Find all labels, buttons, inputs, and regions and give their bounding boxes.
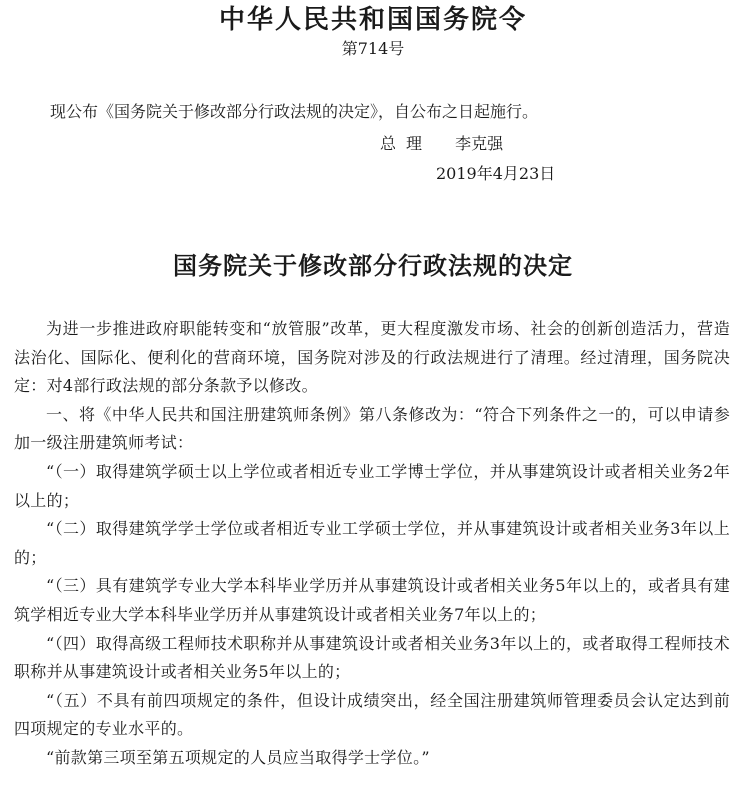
- signing-date: 2019年4月23日: [436, 164, 556, 183]
- paragraph-item-4: “（四）取得高级工程师技术职称并从事建筑设计或者相关业务3年以上的，或者取得工程师技术职称并从事建筑设计或者相关业务5年以上的；: [14, 633, 730, 682]
- promulgation-text: 现公布《国务院关于修改部分行政法规的决定》，自公布之日起施行。: [50, 102, 539, 121]
- order-title: 中华人民共和国国务院令: [218, 5, 527, 35]
- signer-name: 李克强: [455, 134, 504, 153]
- signer-line: [380, 132, 503, 156]
- paragraph-item-2: “（二）取得建筑学学士学位或者相近专业工学硕士学位，并从事建筑设计或者相关业务3年以上的；: [14, 519, 730, 567]
- decision-title: 国务院关于修改部分行政法规的决定: [173, 251, 573, 280]
- order-number: 第714号: [341, 39, 405, 58]
- decision-body: [14, 315, 730, 773]
- signer-role: 总理: [380, 134, 433, 153]
- paragraph-article-1: 一、将《中华人民共和国注册建筑师条例》第八条修改为：“符合下列条件之一的，可以申请参加一级注册建筑师考试：: [14, 404, 730, 453]
- paragraph-item-3: “（三）具有建筑学专业大学本科毕业学历并从事建筑设计或者相关业务5年以上的，或者具有建筑学相近专业大学本科毕业学历并从事建筑设计或者相关业务7年以上的；: [14, 576, 730, 624]
- paragraph-item-1: “（一）取得建筑学硕士以上学位或者相近专业工学博士学位，并从事建筑设计或者相关业务2年以上的；: [14, 461, 730, 510]
- paragraph-intro: 为进一步推进政府职能转变和“放管服”改革，更大程度激发市场、社会的创新创造活力，营造法治化、国际化、便利化的营商环境，国务院对涉及的行政法规进行了清理。经过清理，国务院决定：对4部行政法规的部分条款予以修改。: [14, 319, 730, 396]
- paragraph-item-5: “（五）不具有前四项规定的条件，但设计成绩突出，经全国注册建筑师管理委员会认定达到前四项规定的专业水平的。: [14, 690, 730, 739]
- paragraph-note: “前款第三项至第五项规定的人员应当取得学士学位。”: [46, 747, 430, 767]
